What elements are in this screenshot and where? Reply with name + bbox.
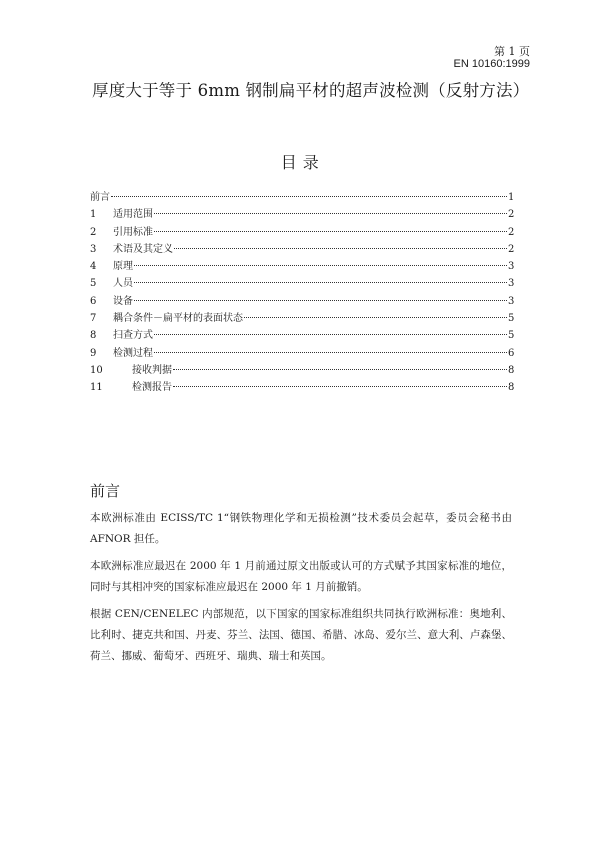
toc-entry-number: 11 — [90, 382, 103, 394]
toc-entry-page: 2 — [508, 243, 515, 255]
toc-entry[interactable] — [90, 223, 514, 240]
toc-entry-number: 6 — [90, 295, 97, 307]
toc-leader — [173, 369, 507, 370]
toc-entry-number: 8 — [90, 330, 97, 342]
toc-entry-title: 原理 — [113, 261, 133, 273]
toc-leader — [154, 213, 507, 214]
toc-entry[interactable] — [90, 240, 514, 257]
toc-entry-number: 7 — [90, 313, 97, 325]
toc-entry-page: 5 — [508, 313, 515, 325]
toc-leader — [154, 352, 507, 353]
toc-entry-page: 1 — [508, 192, 515, 203]
toc-leader — [134, 265, 507, 266]
toc-entry-title: 引用标准 — [113, 226, 153, 238]
toc-entry[interactable] — [90, 292, 514, 309]
toc-entry-page: 6 — [508, 347, 515, 359]
toc-entry-number: 1 — [90, 209, 97, 221]
toc-entry[interactable] — [90, 344, 514, 361]
toc-entry[interactable] — [90, 309, 514, 326]
toc-leader — [154, 334, 507, 335]
foreword-paragraph: 本欧洲标准由 ECISS/TC 1“钢铁物理化学和无损检测”技术委员会起草，委员会秘书由 AFNOR 担任。 — [90, 512, 512, 545]
toc-leader — [174, 248, 507, 249]
toc-entry-page: 2 — [508, 209, 515, 221]
document-title: 厚度大于等于 6mm 钢制扁平材的超声波检测（反射方法） — [92, 81, 530, 100]
toc-entry-number: 9 — [90, 347, 97, 359]
toc-entry-page: 3 — [508, 295, 515, 307]
toc-entry[interactable] — [90, 274, 514, 291]
toc-entry-page: 5 — [508, 330, 515, 342]
toc-entry-number: 2 — [90, 226, 97, 238]
toc-entry-title: 检测过程 — [113, 347, 153, 359]
toc-entry-page: 8 — [508, 382, 515, 394]
toc-leader — [244, 317, 507, 318]
foreword-paragraph: 本欧洲标准应最迟在 2000 年 1 月前通过原文出版或认可的方式赋予其国家标准的地位，同时与其相冲突的国家标准应最迟在 2000 年 1 月前撤销。 — [90, 560, 512, 593]
toc-leader — [111, 196, 507, 197]
toc-entry-title: 前言 — [90, 192, 110, 203]
document-number: EN 10160:1999 — [453, 58, 530, 70]
toc-entry-title: 接收判据 — [132, 364, 172, 376]
toc-heading: 目 录 — [280, 153, 320, 172]
toc-entry-title: 扫查方式 — [113, 330, 153, 342]
toc-entry-page: 2 — [508, 226, 515, 238]
toc-entry-number: 3 — [90, 243, 97, 255]
toc-entry[interactable] — [90, 326, 514, 343]
toc-entry-title: 人员 — [113, 278, 133, 290]
table-of-contents — [90, 188, 514, 396]
toc-leader — [154, 231, 507, 232]
toc-entry-title: 耦合条件－扁平材的表面状态 — [113, 313, 243, 325]
toc-entry[interactable] — [90, 188, 514, 205]
toc-leader — [173, 386, 507, 387]
toc-entry-title: 术语及其定义 — [113, 243, 173, 255]
foreword-heading: 前言 — [90, 482, 121, 500]
toc-entry-title: 适用范围 — [113, 209, 153, 221]
toc-entry[interactable] — [90, 257, 514, 274]
toc-entry-page: 8 — [508, 364, 515, 376]
page-number: 第 1 页 — [494, 45, 530, 58]
toc-entry-page: 3 — [508, 278, 515, 290]
toc-entry-title: 检测报告 — [132, 382, 172, 394]
foreword-paragraph: 根据 CEN/CENELEC 内部规范，以下国家的国家标准组织共同执行欧洲标准：奥地利、比利时、捷克共和国、丹麦、芬兰、法国、德国、希腊、冰岛、爱尔兰、意大利、卢森堡、荷兰、挪威、葡萄牙、西班牙、瑞典、瑞士和英国。 — [90, 608, 512, 662]
toc-entry-title: 设备 — [113, 295, 133, 307]
toc-entry-page: 3 — [508, 261, 515, 273]
toc-leader — [134, 282, 507, 283]
toc-entry[interactable] — [90, 205, 514, 222]
toc-entry-number: 4 — [90, 261, 97, 273]
toc-entry[interactable] — [90, 361, 514, 378]
toc-entry-number: 5 — [90, 278, 97, 290]
toc-leader — [134, 300, 507, 301]
toc-entry-number: 10 — [90, 364, 103, 376]
toc-entry[interactable] — [90, 378, 514, 395]
